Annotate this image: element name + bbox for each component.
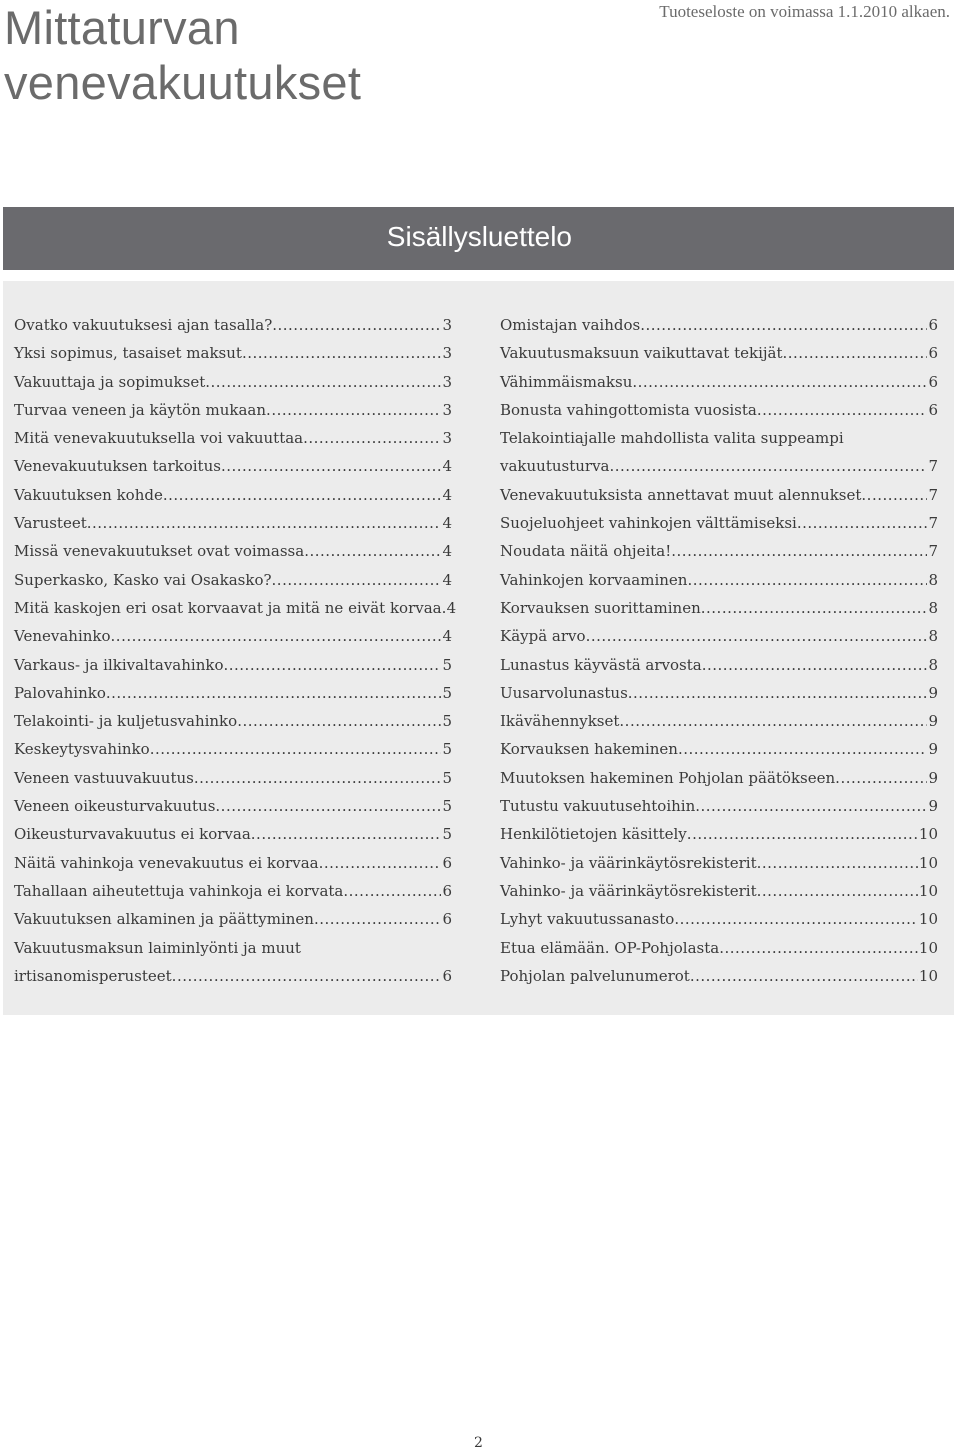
toc-entry-label: Varkaus- ja ilkivaltavahinko (14, 655, 224, 674)
toc-entry-label: Noudata näitä ohjeita! (500, 542, 672, 561)
toc-entry-page: 6 (442, 966, 452, 985)
toc-entry[interactable] (500, 707, 938, 735)
toc-entry-label: Vakuutusmaksun laiminlyönti ja muut (14, 938, 301, 957)
toc-entry[interactable] (14, 566, 452, 594)
toc-leader-dots (610, 452, 928, 480)
toc-entry[interactable] (14, 622, 452, 650)
toc-entry-label: Yksi sopimus, tasaiset maksut (14, 344, 242, 363)
toc-leader-dots (150, 735, 442, 763)
toc-entry[interactable] (500, 934, 938, 962)
toc-leader-dots (757, 849, 918, 877)
toc-entry-page: 10 (918, 853, 938, 872)
toc-entry[interactable] (500, 566, 938, 594)
toc-entry-label: Käypä arvo (500, 627, 586, 646)
toc-leader-dots (861, 481, 927, 509)
toc-entry-page: 10 (918, 881, 938, 900)
toc-entry-page: 5 (442, 683, 452, 702)
toc-entry-label: Etua elämään. OP-Pohjolasta (500, 938, 720, 957)
toc-entry-page: 4 (446, 598, 457, 617)
toc-entry-label: Korvauksen suorittaminen (500, 598, 701, 617)
toc-leader-dots (106, 679, 442, 707)
toc-entry-label: Vakuutuksen alkaminen ja päättyminen (14, 910, 314, 929)
toc-entry-label: Mitä venevakuutuksella voi vakuuttaa (14, 429, 304, 448)
toc-entry-label: Lyhyt vakuutussanasto (500, 910, 675, 929)
toc-entry-page: 3 (442, 316, 452, 334)
toc-leader-dots (671, 537, 927, 565)
page-number: 2 (474, 1435, 483, 1451)
toc-entry[interactable] (500, 764, 938, 792)
toc-leader-dots (695, 792, 927, 820)
toc-entry[interactable] (14, 339, 452, 367)
toc-entry[interactable] (14, 735, 452, 763)
toc-column-left (14, 311, 457, 990)
toc-entry[interactable] (14, 849, 452, 877)
toc-entry[interactable] (500, 962, 938, 990)
toc-entry-page: 4 (442, 542, 452, 561)
toc-entry[interactable] (14, 651, 452, 679)
toc-leader-dots (215, 792, 441, 820)
toc-entry-page: 3 (442, 344, 452, 363)
toc-leader-dots (678, 735, 927, 763)
toc-entry[interactable] (14, 877, 452, 905)
toc-leader-dots (163, 481, 442, 509)
toc-leader-dots (757, 396, 928, 424)
toc-entry[interactable] (14, 424, 452, 452)
toc-entry-page: 5 (442, 740, 452, 759)
toc-entry-label: Telakointi- ja kuljetusvahinko (14, 712, 238, 731)
toc-leader-dots (797, 509, 928, 537)
toc-entry-page: 6 (442, 910, 452, 929)
toc-entry-label: Vahinko- ja väärinkäytösrekisterit (500, 853, 757, 872)
toc-leader-dots (242, 339, 442, 367)
toc-entry[interactable] (500, 877, 938, 905)
toc-entry-label: Suojeluohjeet vahinkojen välttämiseksi (500, 514, 797, 533)
toc-entry-page: 10 (918, 938, 938, 957)
toc-leader-dots (194, 764, 442, 792)
toc-entry[interactable] (500, 424, 938, 452)
toc-entry-page: 8 (928, 598, 938, 617)
toc-leader-dots (272, 566, 442, 594)
toc-entry[interactable] (500, 509, 938, 537)
toc-leader-dots (223, 651, 441, 679)
toc-entry-page: 5 (442, 797, 452, 816)
toc-entry[interactable] (500, 735, 938, 763)
toc-entry-label: Ovatko vakuutuksesi ajan tasalla? (14, 316, 273, 334)
toc-entry-label: Mitä kaskojen eri osat korvaavat ja mitä ne eivät korvaa (14, 598, 442, 617)
toc-entry-label: Korvauksen hakeminen (500, 740, 678, 759)
toc-entry-page: 4 (442, 514, 452, 533)
toc-entry-page: 9 (928, 683, 938, 702)
toc-entry-page: 5 (442, 768, 452, 787)
toc-entry[interactable] (500, 311, 938, 339)
toc-entry-page: 9 (928, 768, 938, 787)
toc-entry-page: 6 (928, 344, 938, 363)
toc-entry[interactable] (500, 905, 938, 933)
toc-entry[interactable] (500, 452, 938, 480)
toc-entry[interactable] (14, 452, 452, 480)
toc-entry[interactable] (500, 537, 938, 565)
toc-entry[interactable] (14, 594, 457, 622)
toc-entry[interactable] (14, 311, 452, 339)
toc-leader-dots (221, 452, 442, 480)
toc-entry[interactable] (500, 368, 938, 396)
toc-leader-dots (266, 396, 441, 424)
toc-entry-page: 3 (442, 429, 452, 448)
toc-heading-bar (3, 207, 954, 270)
toc-leader-dots (687, 820, 918, 848)
toc-leader-dots (719, 934, 918, 962)
toc-entry-label: Varusteet (14, 514, 87, 533)
toc-leader-dots (835, 764, 927, 792)
toc-entry[interactable] (500, 820, 938, 848)
toc-column-right (500, 311, 938, 990)
toc-entry[interactable] (500, 792, 938, 820)
toc-entry[interactable] (14, 820, 452, 848)
toc-entry-label: Superkasko, Kasko vai Osakasko? (14, 570, 272, 589)
document-title-line-1: Mittaturvan (4, 1, 240, 54)
toc-leader-dots (690, 962, 918, 990)
toc-leader-dots (586, 622, 928, 650)
toc-entry-label: Vakuuttaja ja sopimukset (14, 372, 206, 391)
toc-entry[interactable] (500, 594, 938, 622)
toc-entry-page: 5 (442, 655, 452, 674)
toc-leader-dots (783, 339, 928, 367)
toc-leader-dots (319, 849, 442, 877)
toc-entry[interactable] (14, 537, 452, 565)
toc-entry-label: Oikeusturvavakuutus ei korvaa (14, 825, 251, 844)
toc-leader-dots (343, 877, 441, 905)
toc-entry-label: Ikävähennykset (500, 712, 620, 731)
toc-entry[interactable] (500, 339, 938, 367)
toc-entry-page: 9 (928, 740, 938, 759)
toc-entry[interactable] (500, 679, 938, 707)
toc-entry-page: 10 (918, 825, 938, 844)
toc-entry-page: 4 (442, 485, 452, 504)
toc-entry-label: Omistajan vaihdos (500, 316, 641, 334)
toc-entry[interactable] (14, 509, 452, 537)
toc-entry-label: Palovahinko (14, 683, 106, 702)
toc-leader-dots (111, 622, 442, 650)
toc-entry-page: 6 (442, 881, 452, 900)
toc-entry-page: 5 (442, 712, 452, 731)
toc-leader-dots (304, 537, 441, 565)
toc-entry-page: 4 (442, 457, 452, 476)
toc-entry-page: 7 (928, 457, 938, 476)
toc-entry-page: 6 (928, 316, 938, 334)
toc-entry-label: Muutoksen hakeminen Pohjolan päätökseen (500, 768, 836, 787)
toc-entry[interactable] (500, 396, 938, 424)
toc-entry[interactable] (14, 679, 452, 707)
toc-leader-dots (314, 905, 442, 933)
toc-leader-dots (701, 594, 928, 622)
toc-leader-dots (628, 679, 928, 707)
toc-entry-label: Turvaa veneen ja käytön mukaan (14, 400, 267, 419)
toc-leader-dots (237, 707, 441, 735)
toc-entry-page: 8 (928, 627, 938, 646)
validity-note: Tuoteseloste on voimassa 1.1.2010 alkaen. (659, 2, 950, 21)
toc-entry[interactable] (500, 849, 938, 877)
toc-entry-page: 4 (442, 570, 452, 589)
toc-entry[interactable] (14, 792, 452, 820)
toc-entry-label: Venevahinko (14, 627, 111, 646)
toc-entry[interactable] (500, 622, 938, 650)
toc-entry-page: 10 (918, 910, 938, 929)
toc-leader-dots (619, 707, 927, 735)
toc-entry[interactable] (14, 707, 452, 735)
toc-entry[interactable] (14, 368, 452, 396)
toc-entry-page: 8 (928, 570, 938, 589)
toc-leader-dots (87, 509, 442, 537)
toc-heading: Sisällysluettelo (386, 221, 572, 252)
toc-entry-page: 9 (928, 797, 938, 816)
toc-entry-label: Bonusta vahingottomista vuosista (500, 400, 757, 419)
toc-entry-page: 3 (442, 372, 452, 391)
document-title-line-2: venevakuutukset (4, 56, 362, 109)
toc-leader-dots (702, 651, 928, 679)
toc-entry-label: Keskeytysvahinko (14, 740, 150, 759)
toc-entry[interactable] (500, 481, 938, 509)
toc-entry-page: 3 (442, 400, 452, 419)
toc-entry-page: 4 (442, 627, 452, 646)
toc-entry-label: Vähimmäismaksu (500, 372, 633, 391)
toc-entry-label: irtisanomisperusteet (14, 966, 172, 985)
toc-entry-label: Henkilötietojen käsittely (500, 825, 687, 844)
toc-leader-dots (674, 905, 918, 933)
toc-leader-dots (757, 877, 918, 905)
toc-entry-label: Vakuutuksen kohde (14, 485, 163, 504)
toc-entry-label: Missä venevakuutukset ovat voimassa (14, 542, 305, 561)
toc-entry[interactable] (14, 764, 452, 792)
toc-entry-page: 6 (442, 853, 452, 872)
toc-entry-label: Pohjolan palvelunumerot (500, 966, 690, 985)
toc-entry-label: Vahinkojen korvaaminen (500, 570, 688, 589)
toc-entry-label: Vakuutusmaksuun vaikuttavat tekijät (500, 344, 783, 363)
toc-entry-label: vakuutusturva (500, 457, 610, 476)
toc-entry-label: Veneen oikeusturvakuutus (14, 797, 216, 816)
toc-entry[interactable] (14, 962, 452, 990)
toc-leader-dots (172, 962, 442, 990)
toc-leader-dots (251, 820, 442, 848)
toc-entry[interactable] (14, 905, 452, 933)
toc-entry-page: 7 (928, 514, 938, 533)
toc-leader-dots (205, 368, 441, 396)
toc-entry[interactable] (14, 934, 452, 962)
toc-leader-dots (640, 311, 927, 339)
toc-entry-page: 6 (928, 400, 938, 419)
toc-entry-label: Venevakuutuksen tarkoitus (14, 457, 221, 476)
toc-entry-label: Telakointiajalle mahdollista valita suppeampi (500, 429, 844, 448)
toc-leader-dots (632, 368, 927, 396)
toc-leader-dots (687, 566, 927, 594)
toc-entry-page: 6 (928, 372, 938, 391)
toc-leader-dots (303, 424, 441, 452)
toc-entry-label: Venevakuutuksista annettavat muut alennukset (500, 485, 862, 504)
toc-entry-page: 10 (918, 966, 938, 985)
toc-entry-page: 5 (442, 825, 452, 844)
document-title (4, 0, 361, 110)
toc-entry-page: 9 (928, 712, 938, 731)
toc-entry-label: Vahinko- ja väärinkäytösrekisterit (500, 881, 757, 900)
toc-entry-page: 8 (928, 655, 938, 674)
toc-entry-label: Näitä vahinkoja venevakuutus ei korvaa (14, 853, 319, 872)
toc-entry-page: 7 (928, 485, 938, 504)
toc-entry-label: Uusarvolunastus (500, 683, 628, 702)
toc-entry-label: Tahallaan aiheutettuja vahinkoja ei korvata (14, 881, 344, 900)
toc-leader-dots (272, 311, 441, 339)
toc-entry-page: 7 (928, 542, 938, 561)
toc-entry-label: Lunastus käyvästä arvosta (500, 655, 702, 674)
toc-entry[interactable] (500, 651, 938, 679)
toc-entry[interactable] (14, 481, 452, 509)
toc-entry-label: Veneen vastuuvakuutus (14, 768, 194, 787)
toc-entry-label: Tutustu vakuutusehtoihin (500, 797, 696, 816)
toc-entry[interactable] (14, 396, 452, 424)
